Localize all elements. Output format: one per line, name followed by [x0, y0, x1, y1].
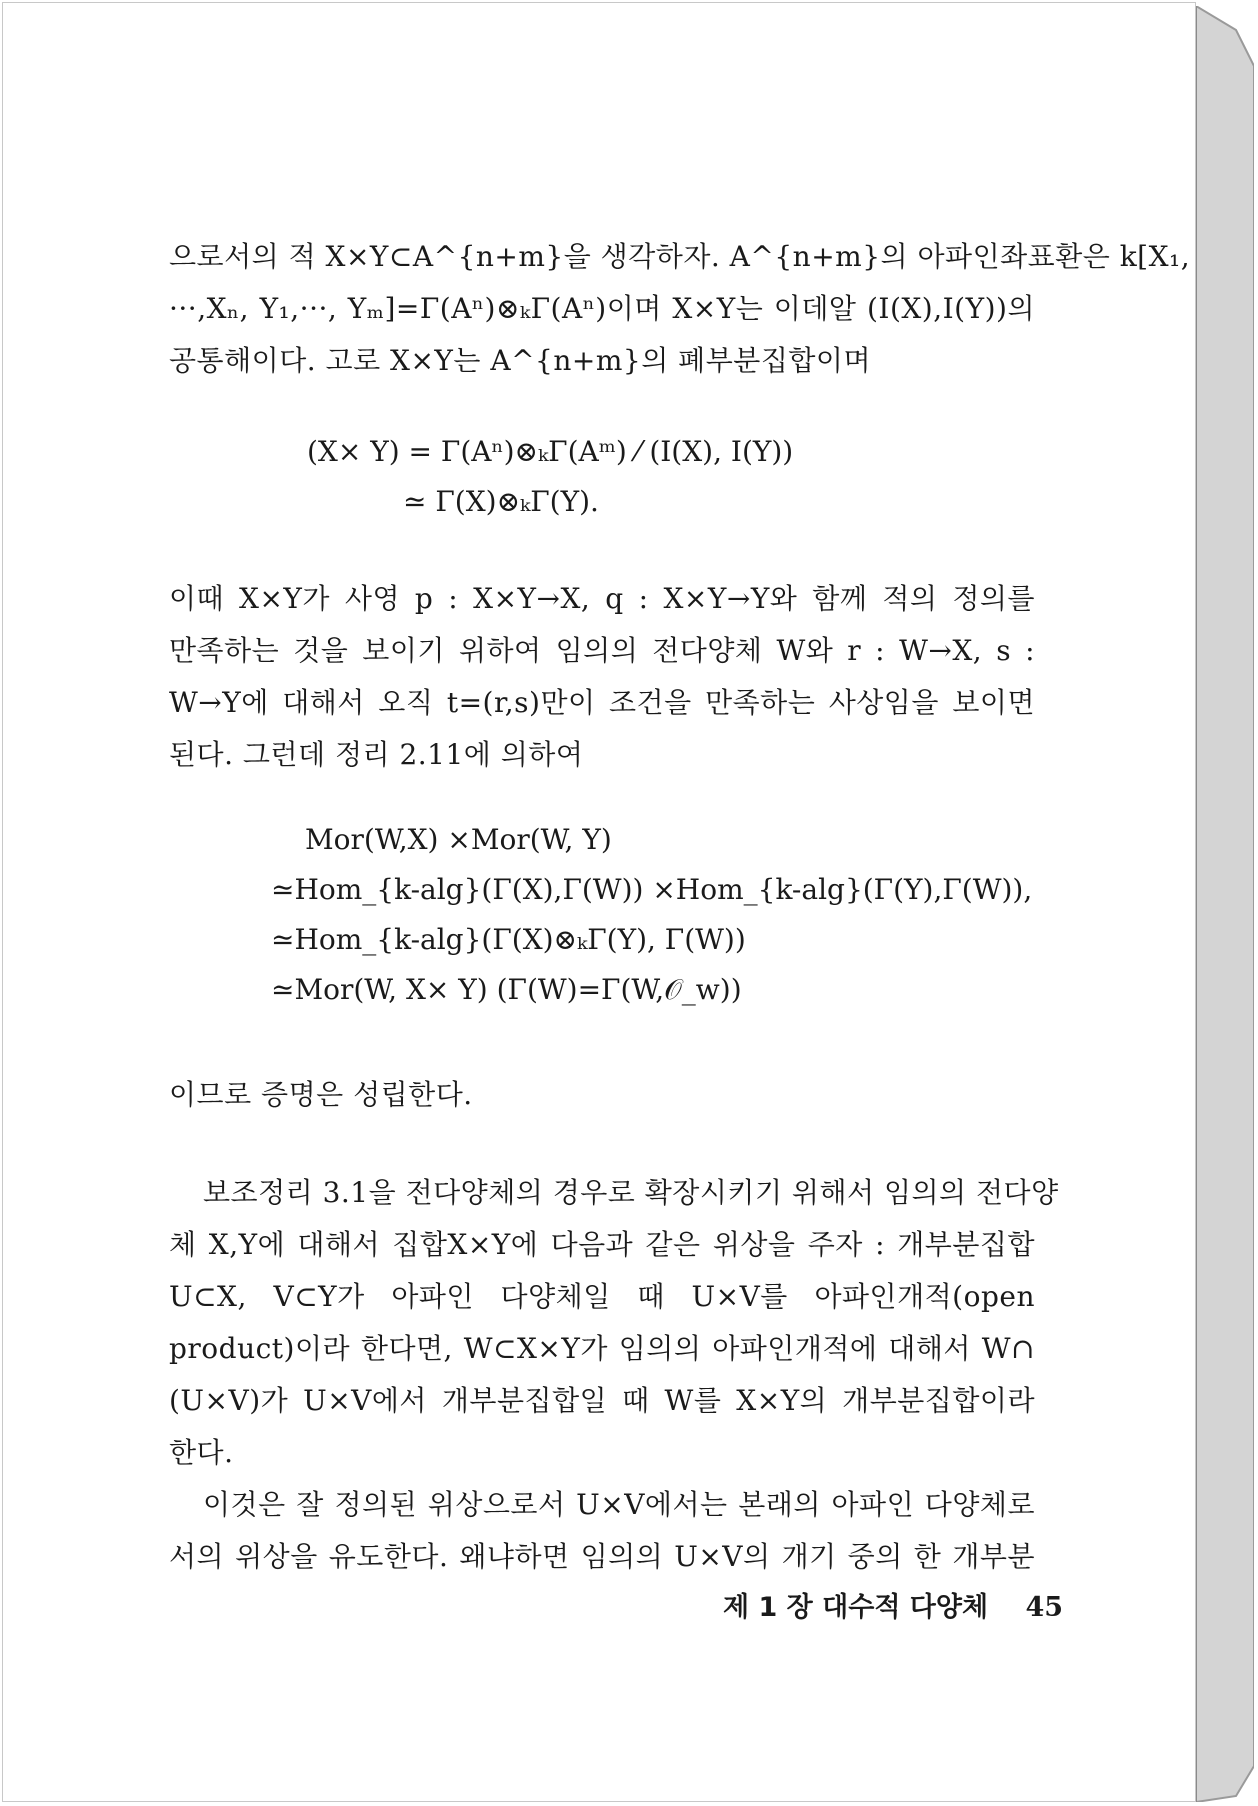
text-line: 한다. [169, 1436, 234, 1469]
paragraph-1 [169, 231, 1191, 387]
text-line: product)이라 한다면, W⊂X×Y가 임의의 아파인개적에 대해서 W∩ [169, 1332, 1035, 1365]
text-line: (U×V)가 U×V에서 개부분집합일 때 W를 X×Y의 개부분집합이라 [169, 1384, 1035, 1417]
paragraph-3 [169, 1069, 1035, 1121]
text-line: 만족하는 것을 보이기 위하여 임의의 전다양체 W와 r : W→X, s : [169, 634, 1035, 667]
text-line: 체 X,Y에 대해서 집합X×Y에 다음과 같은 위상을 주자 : 개부분집합 [169, 1228, 1035, 1261]
equation-2 [271, 815, 1032, 1015]
book-page-edge [1196, 6, 1254, 1802]
text-line: 된다. 그런데 정리 2.11에 의하여 [169, 738, 584, 771]
text-line: ···,Xₙ, Y₁,···, Yₘ]=Γ(Aⁿ)⊗ₖΓ(Aⁿ)이며 X×Y는 이데알 (I(X),I(Y))의 [169, 292, 1035, 325]
equation-line: Mor(W,X) ×Mor(W, Y) [305, 823, 612, 856]
text-line: U⊂X, V⊂Y가 아파인 다양체일 때 U×V를 아파인개적(open [169, 1280, 1035, 1313]
page-footer [723, 1585, 1063, 1624]
paragraph-4 [169, 1167, 1059, 1479]
equation-1 [307, 427, 793, 527]
equation-line: ≃Hom_{k-alg}(Γ(X)⊗ₖΓ(Y), Γ(W)) [271, 923, 746, 956]
equation-line: ≃ Γ(X)⊗ₖΓ(Y). [403, 485, 599, 518]
text-line: 공통해이다. 고로 X×Y는 A^{n+m}의 폐부분집합이며 [169, 344, 872, 377]
text-line: 보조정리 3.1을 전다양체의 경우로 확장시키기 위해서 임의의 전다양 [203, 1176, 1059, 1209]
book-page [2, 2, 1196, 1802]
text-line: 이므로 증명은 성립한다. [169, 1078, 473, 1111]
text-line: 으로서의 적 X×Y⊂A^{n+m}을 생각하자. A^{n+m}의 아파인좌표환은 k[X₁, [169, 240, 1191, 273]
paragraph-2 [169, 573, 1035, 781]
page-number: 45 [1025, 1592, 1064, 1623]
equation-line: ≃Mor(W, X× Y) (Γ(W)=Γ(W,𝒪_w)) [271, 973, 742, 1006]
paragraph-5 [169, 1479, 1035, 1583]
text-line: W→Y에 대해서 오직 t=(r,s)만이 조건을 만족하는 사상임을 보이면 [169, 686, 1035, 719]
chapter-title: 제 1 장 대수적 다양체 [723, 1592, 989, 1623]
text-line: 이것은 잘 정의된 위상으로서 U×V에서는 본래의 아파인 다양체로 [203, 1488, 1035, 1521]
text-line: 서의 위상을 유도한다. 왜냐하면 임의의 U×V의 개기 중의 한 개부분 [169, 1540, 1035, 1573]
equation-line: ≃Hom_{k-alg}(Γ(X),Γ(W)) ×Hom_{k-alg}(Γ(Y),Γ(W)), [271, 873, 1033, 906]
equation-line: (X× Y) = Γ(Aⁿ)⊗ₖΓ(Aᵐ) ⁄ (I(X), I(Y)) [307, 435, 794, 468]
text-line: 이때 X×Y가 사영 p : X×Y→X, q : X×Y→Y와 함께 적의 정의를 [169, 582, 1035, 615]
